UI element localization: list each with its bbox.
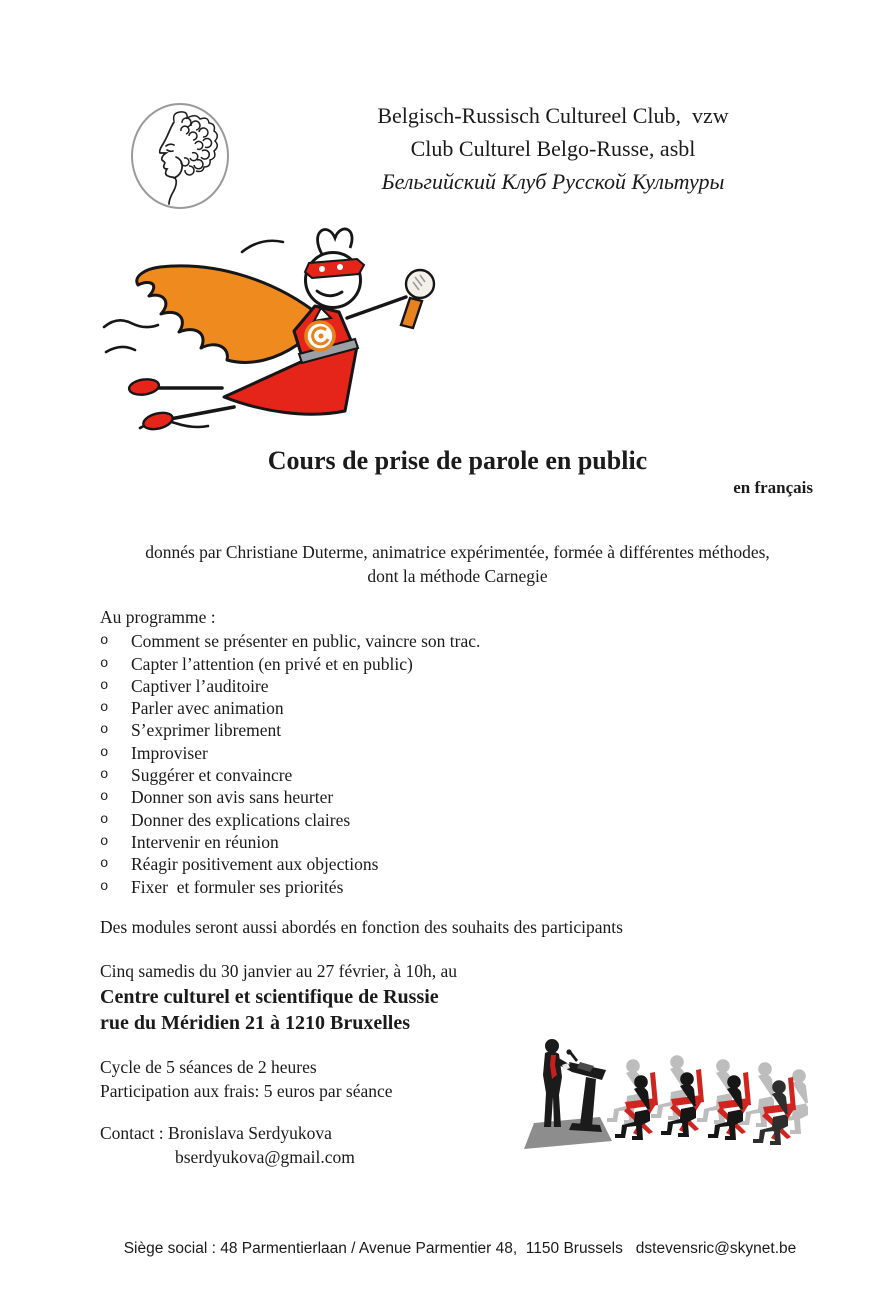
- bullet-marker: o: [100, 677, 109, 694]
- bullet-marker: o: [100, 700, 109, 717]
- modules-note: Des modules seront aussi abordés en fonction des souhaits des participants: [100, 917, 623, 937]
- program-item-text: Réagir positivement aux objections: [131, 854, 379, 875]
- practical-section: [100, 1055, 393, 1103]
- program-item-text: Parler avec animation: [131, 698, 284, 719]
- program-item: [100, 786, 480, 808]
- org-name-french: Club Culturel Belgo-Russe, asbl: [410, 136, 696, 161]
- program-item-text: Fixer et formuler ses priorités: [131, 876, 344, 897]
- schedule-section: [100, 959, 457, 1036]
- intro-line-1: donnés par Christiane Duterme, animatrice expérimentée, formée à différentes méthodes,: [145, 542, 770, 562]
- bullet-marker: o: [100, 767, 109, 784]
- program-item-text: S’exprimer librement: [131, 720, 282, 741]
- bullet-marker: o: [100, 744, 109, 761]
- program-section: [100, 606, 480, 898]
- program-item-text: Comment se présenter en public, vaincre son trac.: [131, 631, 481, 652]
- language-note: en français: [733, 478, 813, 497]
- footer-address: Siège social : 48 Parmentierlaan / Avenue Parmentier 48, 1150 Brussels dstevensric@skynet.be: [123, 1240, 797, 1257]
- podium-audience-illustration: [524, 1035, 814, 1157]
- program-item: [100, 831, 480, 853]
- org-name-russian: Бельгийский Клуб Русской Культуры: [381, 169, 725, 194]
- program-item-text: Donner son avis sans heurter: [131, 787, 334, 808]
- venue-address: rue du Méridien 21 à 1210 Bruxelles: [100, 1012, 410, 1034]
- program-item: [100, 675, 480, 697]
- venue-name: Centre culturel et scientifique de Russie: [100, 986, 439, 1008]
- shoe: [128, 377, 160, 396]
- contact-name: Contact : Bronislava Serdyukova: [100, 1123, 332, 1143]
- course-title: Cours de prise de parole en public: [267, 446, 648, 475]
- cape: [137, 266, 319, 362]
- program-item-text: Captiver l’auditoire: [131, 675, 269, 696]
- intro-paragraph: [100, 540, 815, 588]
- fee-info: Participation aux frais: 5 euros par séance: [100, 1081, 393, 1101]
- program-item: [100, 809, 480, 831]
- program-item: [100, 719, 480, 741]
- program-item: [100, 653, 480, 675]
- microphone-handle: [401, 298, 422, 328]
- shoe: [142, 410, 175, 432]
- bullet-marker: o: [100, 811, 109, 828]
- program-item: [100, 697, 480, 719]
- program-item-text: Donner des explications claires: [131, 809, 351, 830]
- program-item: [100, 876, 480, 898]
- arm: [347, 297, 406, 318]
- bullet-marker: o: [100, 878, 109, 895]
- platform: [524, 1117, 612, 1149]
- bullet-marker: o: [100, 789, 109, 806]
- program-item-text: Suggérer et convaincre: [131, 765, 293, 786]
- org-name-dutch: Belgisch-Russisch Cultureel Club, vzw: [377, 103, 729, 128]
- bullet-marker: o: [100, 856, 109, 873]
- mask: [305, 259, 364, 278]
- superhero-speaker-illustration: [100, 221, 475, 446]
- program-item: [100, 853, 480, 875]
- bullet-marker: o: [100, 833, 109, 850]
- cycle-info: Cycle de 5 séances de 2 heures: [100, 1057, 317, 1077]
- contact-email: bserdyukova@gmail.com: [175, 1147, 355, 1167]
- program-item-text: Capter l’attention (en privé et en public): [131, 653, 413, 674]
- bullet-marker: o: [100, 633, 109, 650]
- program-item-text: Improviser: [131, 742, 208, 763]
- org-header: [228, 99, 878, 198]
- bullet-marker: o: [100, 722, 109, 739]
- program-heading: Au programme :: [100, 607, 216, 627]
- pushkin-logo: [128, 101, 232, 211]
- schedule-dates: Cinq samedis du 30 janvier au 27 février, à 10h, au: [100, 961, 457, 981]
- intro-line-2: dont la méthode Carnegie: [367, 566, 548, 586]
- program-item: [100, 630, 480, 652]
- program-item: [100, 764, 480, 786]
- contact-section: [100, 1121, 355, 1169]
- program-item: [100, 742, 480, 764]
- bullet-marker: o: [100, 655, 109, 672]
- program-item-text: Intervenir en réunion: [131, 831, 279, 852]
